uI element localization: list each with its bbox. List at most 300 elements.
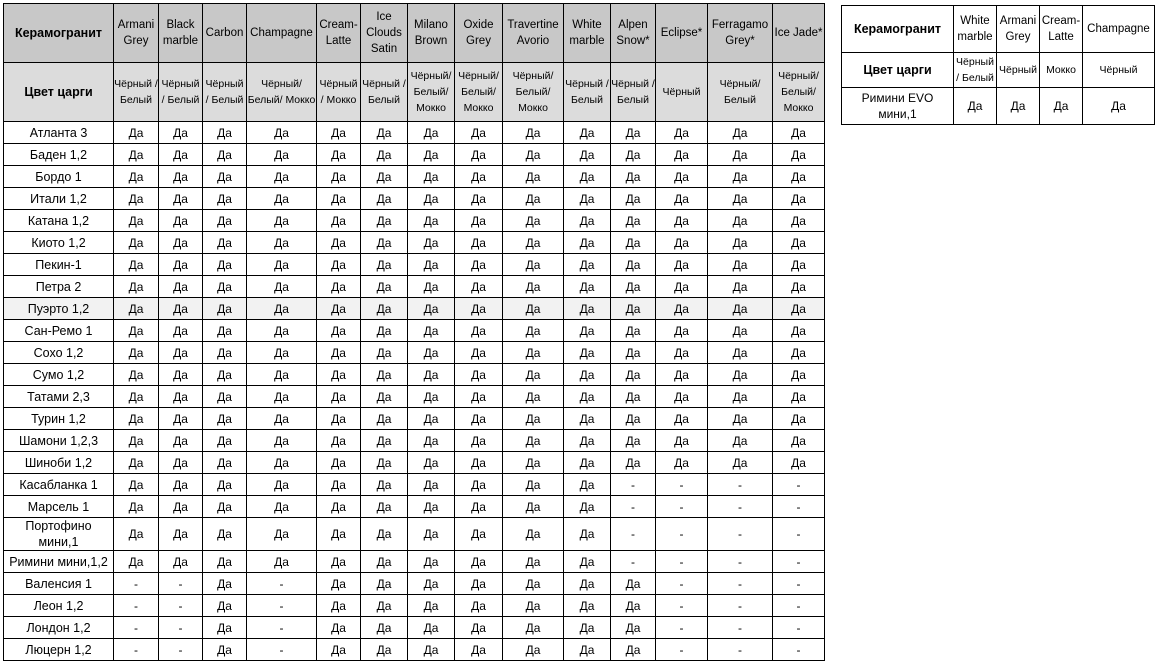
- table-cell: Да: [408, 551, 455, 573]
- color-option-header: Чёрный: [656, 63, 708, 122]
- color-option-header: Чёрный / Белый: [954, 53, 997, 88]
- table-cell: Да: [159, 452, 203, 474]
- table-cell: -: [611, 496, 656, 518]
- table-cell: Да: [203, 232, 247, 254]
- table-cell: Да: [656, 122, 708, 144]
- table-row: [4, 496, 825, 518]
- column-header: Black marble: [159, 4, 203, 63]
- table-cell: Да: [708, 254, 773, 276]
- column-header: Ferragamo Grey*: [708, 4, 773, 63]
- table-cell: Да: [114, 342, 159, 364]
- table-cell: Да: [114, 188, 159, 210]
- table-cell: Да: [247, 474, 317, 496]
- table-cell: -: [773, 496, 825, 518]
- table-cell: Да: [773, 452, 825, 474]
- table-cell: Да: [114, 474, 159, 496]
- table-cell: Да: [773, 254, 825, 276]
- table-cell: Да: [203, 210, 247, 232]
- table-cell: Да: [564, 617, 611, 639]
- color-header-row: [4, 63, 825, 122]
- table-cell: Да: [408, 617, 455, 639]
- table-cell: Да: [708, 342, 773, 364]
- table-cell: Да: [203, 573, 247, 595]
- table-cell: Да: [361, 386, 408, 408]
- table-cell: Да: [114, 298, 159, 320]
- row-name: Валенсия 1: [4, 573, 114, 595]
- table-cell: Да: [159, 408, 203, 430]
- table-cell: Да: [159, 551, 203, 573]
- table-cell: Да: [611, 452, 656, 474]
- table-cell: -: [114, 595, 159, 617]
- table-cell: Да: [708, 122, 773, 144]
- color-option-header: Чёрный / Белый: [361, 63, 408, 122]
- table-cell: Да: [564, 276, 611, 298]
- table-cell: Да: [611, 254, 656, 276]
- table-cell: Да: [361, 496, 408, 518]
- table-cell: Да: [611, 298, 656, 320]
- table-cell: Да: [408, 639, 455, 661]
- table-cell: -: [773, 551, 825, 573]
- table-cell: Да: [408, 518, 455, 551]
- table-row: [4, 342, 825, 364]
- table-cell: Да: [317, 364, 361, 386]
- table-cell: Да: [159, 342, 203, 364]
- table-cell: Да: [203, 342, 247, 364]
- table-cell: Да: [203, 364, 247, 386]
- table-cell: Да: [408, 342, 455, 364]
- table-cell: Да: [159, 298, 203, 320]
- table-cell: Да: [503, 166, 564, 188]
- side-material-header-row: [842, 6, 1155, 53]
- table-cell: Да: [611, 232, 656, 254]
- table-cell: Да: [611, 430, 656, 452]
- color-option-header: Чёрный / Белый: [564, 63, 611, 122]
- table-cell: Да: [503, 342, 564, 364]
- table-cell: Да: [247, 232, 317, 254]
- table-cell: Да: [503, 617, 564, 639]
- table-cell: Да: [564, 364, 611, 386]
- table-cell: Да: [455, 254, 503, 276]
- table-cell: Да: [708, 320, 773, 342]
- table-cell: Да: [408, 496, 455, 518]
- table-cell: -: [114, 617, 159, 639]
- table-cell: Да: [317, 430, 361, 452]
- table-row: [4, 298, 825, 320]
- table-cell: Да: [656, 320, 708, 342]
- table-cell: Да: [708, 430, 773, 452]
- table-cell: Да: [203, 452, 247, 474]
- table-cell: Да: [773, 386, 825, 408]
- color-option-header: Чёрный/ Белый: [708, 63, 773, 122]
- table-cell: Да: [361, 573, 408, 595]
- table-cell: -: [247, 639, 317, 661]
- table-cell: Да: [361, 617, 408, 639]
- table-cell: Да: [611, 595, 656, 617]
- table-cell: Да: [656, 342, 708, 364]
- table-cell: Да: [317, 122, 361, 144]
- table-cell: Да: [564, 166, 611, 188]
- table-cell: Да: [455, 276, 503, 298]
- color-option-header: Чёрный / Белый: [611, 63, 656, 122]
- table-cell: -: [247, 595, 317, 617]
- table-cell: Да: [317, 639, 361, 661]
- row-name: Киото 1,2: [4, 232, 114, 254]
- table-cell: Да: [203, 595, 247, 617]
- row-name: Катана 1,2: [4, 210, 114, 232]
- table-cell: Да: [159, 122, 203, 144]
- column-header: Armani Grey: [114, 4, 159, 63]
- table-cell: Да: [773, 408, 825, 430]
- row-name: Итали 1,2: [4, 188, 114, 210]
- table-cell: Да: [564, 551, 611, 573]
- row-name: Баден 1,2: [4, 144, 114, 166]
- table-cell: Да: [503, 496, 564, 518]
- table-cell: Да: [114, 276, 159, 298]
- table-cell: Да: [114, 551, 159, 573]
- table-cell: Да: [159, 276, 203, 298]
- table-cell: Да: [503, 210, 564, 232]
- table-cell: Да: [455, 298, 503, 320]
- table-cell: Да: [114, 430, 159, 452]
- table-cell: -: [247, 573, 317, 595]
- table-cell: Да: [114, 144, 159, 166]
- table-cell: Да: [564, 342, 611, 364]
- table-cell: Да: [708, 452, 773, 474]
- table-cell: Да: [317, 408, 361, 430]
- table-cell: Да: [114, 210, 159, 232]
- table-cell: Да: [159, 166, 203, 188]
- table-cell: Да: [114, 408, 159, 430]
- column-header: White marble: [954, 6, 997, 53]
- table-cell: Да: [247, 518, 317, 551]
- table-cell: Да: [455, 386, 503, 408]
- table-cell: Да: [159, 210, 203, 232]
- table-cell: Да: [455, 320, 503, 342]
- row-name: Бордо 1: [4, 166, 114, 188]
- table-cell: Да: [317, 144, 361, 166]
- table-cell: Да: [408, 364, 455, 386]
- table-cell: Да: [656, 430, 708, 452]
- table-cell: Да: [361, 298, 408, 320]
- table-cell: Да: [247, 386, 317, 408]
- table-cell: Да: [247, 298, 317, 320]
- table-cell: -: [708, 496, 773, 518]
- table-cell: Да: [773, 166, 825, 188]
- table-cell: Да: [455, 617, 503, 639]
- row-name: Касабланка 1: [4, 474, 114, 496]
- table-cell: Да: [247, 122, 317, 144]
- table-cell: Да: [455, 430, 503, 452]
- table-cell: Да: [361, 518, 408, 551]
- material-header-row: [4, 4, 825, 63]
- table-cell: Да: [247, 452, 317, 474]
- table-cell: Да: [455, 364, 503, 386]
- table-row: [4, 408, 825, 430]
- table-cell: -: [708, 617, 773, 639]
- row-name: Турин 1,2: [4, 408, 114, 430]
- table-cell: Да: [114, 232, 159, 254]
- table-cell: Да: [408, 122, 455, 144]
- table-cell: -: [656, 474, 708, 496]
- table-cell: Да: [114, 254, 159, 276]
- table-cell: Да: [408, 573, 455, 595]
- table-cell: Да: [773, 276, 825, 298]
- table-cell: Да: [203, 617, 247, 639]
- table-cell: Да: [455, 210, 503, 232]
- table-cell: Да: [159, 232, 203, 254]
- table-cell: Да: [159, 430, 203, 452]
- table-cell: Да: [408, 430, 455, 452]
- table-cell: -: [708, 573, 773, 595]
- table-cell: Да: [611, 320, 656, 342]
- table-cell: Да: [159, 474, 203, 496]
- table-cell: -: [611, 551, 656, 573]
- table-cell: Да: [656, 232, 708, 254]
- color-option-header: Чёрный/ Белый/ Мокко: [408, 63, 455, 122]
- table-cell: Да: [708, 210, 773, 232]
- table-cell: Да: [564, 254, 611, 276]
- table-cell: Да: [564, 188, 611, 210]
- row-header: Цвет царги: [4, 63, 114, 122]
- table-row: [4, 254, 825, 276]
- table-cell: Да: [317, 166, 361, 188]
- table-cell: -: [159, 595, 203, 617]
- table-cell: Да: [408, 408, 455, 430]
- table-cell: Да: [159, 496, 203, 518]
- column-header: Alpen Snow*: [611, 4, 656, 63]
- color-option-header: Чёрный/ Белый/ Мокко: [247, 63, 317, 122]
- table-row: [4, 617, 825, 639]
- table-cell: Да: [159, 518, 203, 551]
- table-cell: Да: [656, 254, 708, 276]
- table-cell: Да: [317, 386, 361, 408]
- table-cell: Да: [455, 496, 503, 518]
- table-cell: Да: [408, 276, 455, 298]
- table-cell: Да: [564, 144, 611, 166]
- table-cell: Да: [203, 386, 247, 408]
- table-cell: Да: [564, 386, 611, 408]
- table-cell: Да: [564, 518, 611, 551]
- table-cell: Да: [361, 364, 408, 386]
- table-cell: Да: [997, 88, 1040, 125]
- table-cell: Да: [203, 518, 247, 551]
- table-row: [4, 518, 825, 551]
- table-cell: Да: [361, 320, 408, 342]
- table-row: [4, 452, 825, 474]
- row-name: Леон 1,2: [4, 595, 114, 617]
- side-corner-header: Керамогранит: [842, 6, 954, 53]
- row-name: Пуэрто 1,2: [4, 298, 114, 320]
- table-cell: Да: [503, 386, 564, 408]
- table-cell: -: [159, 573, 203, 595]
- table-cell: Да: [564, 430, 611, 452]
- table-cell: Да: [455, 408, 503, 430]
- table-cell: Да: [247, 430, 317, 452]
- color-option-header: Чёрный / Белый: [159, 63, 203, 122]
- color-option-header: Чёрный / Мокко: [317, 63, 361, 122]
- table-cell: Да: [317, 298, 361, 320]
- side-table-body: [842, 88, 1155, 125]
- table-cell: Да: [455, 639, 503, 661]
- table-cell: Да: [708, 276, 773, 298]
- table-cell: Да: [408, 474, 455, 496]
- table-cell: Да: [247, 551, 317, 573]
- table-cell: Да: [361, 452, 408, 474]
- table-cell: Да: [455, 144, 503, 166]
- table-cell: Да: [1083, 88, 1155, 125]
- color-option-header: Чёрный/ Белый/ Мокко: [773, 63, 825, 122]
- table-cell: Да: [455, 122, 503, 144]
- table-cell: Да: [203, 144, 247, 166]
- column-header: Carbon: [203, 4, 247, 63]
- table-cell: Да: [361, 639, 408, 661]
- column-header: Cream-Latte: [317, 4, 361, 63]
- table-cell: Да: [247, 254, 317, 276]
- table-cell: Да: [773, 122, 825, 144]
- row-name: Марсель 1: [4, 496, 114, 518]
- table-cell: Да: [503, 144, 564, 166]
- table-row: [4, 430, 825, 452]
- row-name: Шиноби 1,2: [4, 452, 114, 474]
- table-cell: Да: [247, 166, 317, 188]
- row-name: Римини EVO мини,1: [842, 88, 954, 125]
- table-cell: Да: [247, 408, 317, 430]
- table-body: [4, 122, 825, 661]
- table-cell: Да: [159, 254, 203, 276]
- table-cell: Да: [503, 639, 564, 661]
- table-cell: -: [611, 474, 656, 496]
- table-cell: Да: [708, 364, 773, 386]
- table-cell: Да: [503, 551, 564, 573]
- table-cell: Да: [611, 386, 656, 408]
- table-cell: Да: [361, 342, 408, 364]
- table-cell: Да: [203, 166, 247, 188]
- table-cell: Да: [656, 386, 708, 408]
- table-cell: Да: [455, 518, 503, 551]
- row-name: Люцерн 1,2: [4, 639, 114, 661]
- table-cell: Да: [503, 188, 564, 210]
- table-cell: Да: [708, 298, 773, 320]
- table-cell: Да: [361, 144, 408, 166]
- table-cell: Да: [656, 364, 708, 386]
- table-cell: Да: [203, 474, 247, 496]
- table-row: [4, 595, 825, 617]
- table-cell: Да: [611, 144, 656, 166]
- table-cell: Да: [114, 518, 159, 551]
- table-cell: Да: [317, 518, 361, 551]
- table-cell: Да: [408, 166, 455, 188]
- table-cell: Да: [773, 232, 825, 254]
- table-cell: Да: [361, 188, 408, 210]
- table-cell: Да: [361, 166, 408, 188]
- table-cell: Да: [361, 408, 408, 430]
- table-cell: Да: [503, 518, 564, 551]
- table-cell: Да: [708, 232, 773, 254]
- table-cell: Да: [656, 276, 708, 298]
- table-row: [4, 386, 825, 408]
- color-option-header: Чёрный: [997, 53, 1040, 88]
- table-cell: Да: [203, 639, 247, 661]
- table-cell: Да: [203, 188, 247, 210]
- table-cell: Да: [361, 430, 408, 452]
- compatibility-table: [3, 3, 825, 661]
- table-cell: -: [708, 518, 773, 551]
- table-cell: Да: [247, 364, 317, 386]
- table-cell: Да: [247, 496, 317, 518]
- table-cell: Да: [203, 408, 247, 430]
- table-cell: Да: [611, 166, 656, 188]
- table-cell: Да: [611, 276, 656, 298]
- table-cell: Да: [317, 342, 361, 364]
- column-header: Milano Brown: [408, 4, 455, 63]
- table-cell: Да: [773, 320, 825, 342]
- table-cell: Да: [611, 210, 656, 232]
- table-cell: Да: [317, 210, 361, 232]
- table-row: [4, 122, 825, 144]
- table-cell: Да: [708, 166, 773, 188]
- table-cell: Да: [564, 408, 611, 430]
- corner-header: Керамогранит: [4, 4, 114, 63]
- table-cell: Да: [656, 210, 708, 232]
- table-row: [4, 639, 825, 661]
- table-cell: -: [773, 573, 825, 595]
- table-cell: Да: [159, 320, 203, 342]
- color-option-header: Чёрный / Белый: [114, 63, 159, 122]
- column-header: Armani Grey: [997, 6, 1040, 53]
- column-header: Ice Clouds Satin: [361, 4, 408, 63]
- table-cell: Да: [317, 276, 361, 298]
- table-cell: Да: [564, 496, 611, 518]
- column-header: Travertine Avorio: [503, 4, 564, 63]
- table-cell: Да: [773, 298, 825, 320]
- row-name: Пекин-1: [4, 254, 114, 276]
- table-cell: Да: [455, 166, 503, 188]
- table-row: [4, 573, 825, 595]
- table-cell: Да: [503, 298, 564, 320]
- table-cell: Да: [455, 474, 503, 496]
- table-cell: Да: [656, 166, 708, 188]
- table-cell: Да: [361, 232, 408, 254]
- column-header: Oxide Grey: [455, 4, 503, 63]
- table-cell: -: [708, 474, 773, 496]
- table-cell: -: [773, 595, 825, 617]
- row-name: Лондон 1,2: [4, 617, 114, 639]
- table-cell: Да: [656, 188, 708, 210]
- table-cell: Да: [203, 430, 247, 452]
- table-cell: Да: [503, 573, 564, 595]
- table-cell: Да: [317, 551, 361, 573]
- table-row: [4, 188, 825, 210]
- table-cell: -: [611, 518, 656, 551]
- table-cell: Да: [611, 573, 656, 595]
- row-name: Сан-Ремо 1: [4, 320, 114, 342]
- table-cell: Да: [361, 595, 408, 617]
- table-cell: Да: [656, 452, 708, 474]
- table-cell: Да: [317, 254, 361, 276]
- table-cell: Да: [247, 320, 317, 342]
- table-cell: Да: [656, 144, 708, 166]
- table-cell: Да: [317, 573, 361, 595]
- table-cell: Да: [159, 144, 203, 166]
- table-cell: Да: [708, 386, 773, 408]
- table-cell: Да: [503, 452, 564, 474]
- table-row: [4, 320, 825, 342]
- table-cell: Да: [408, 452, 455, 474]
- table-cell: Да: [564, 210, 611, 232]
- table-cell: Да: [455, 188, 503, 210]
- table-cell: Да: [361, 254, 408, 276]
- table-cell: Да: [361, 551, 408, 573]
